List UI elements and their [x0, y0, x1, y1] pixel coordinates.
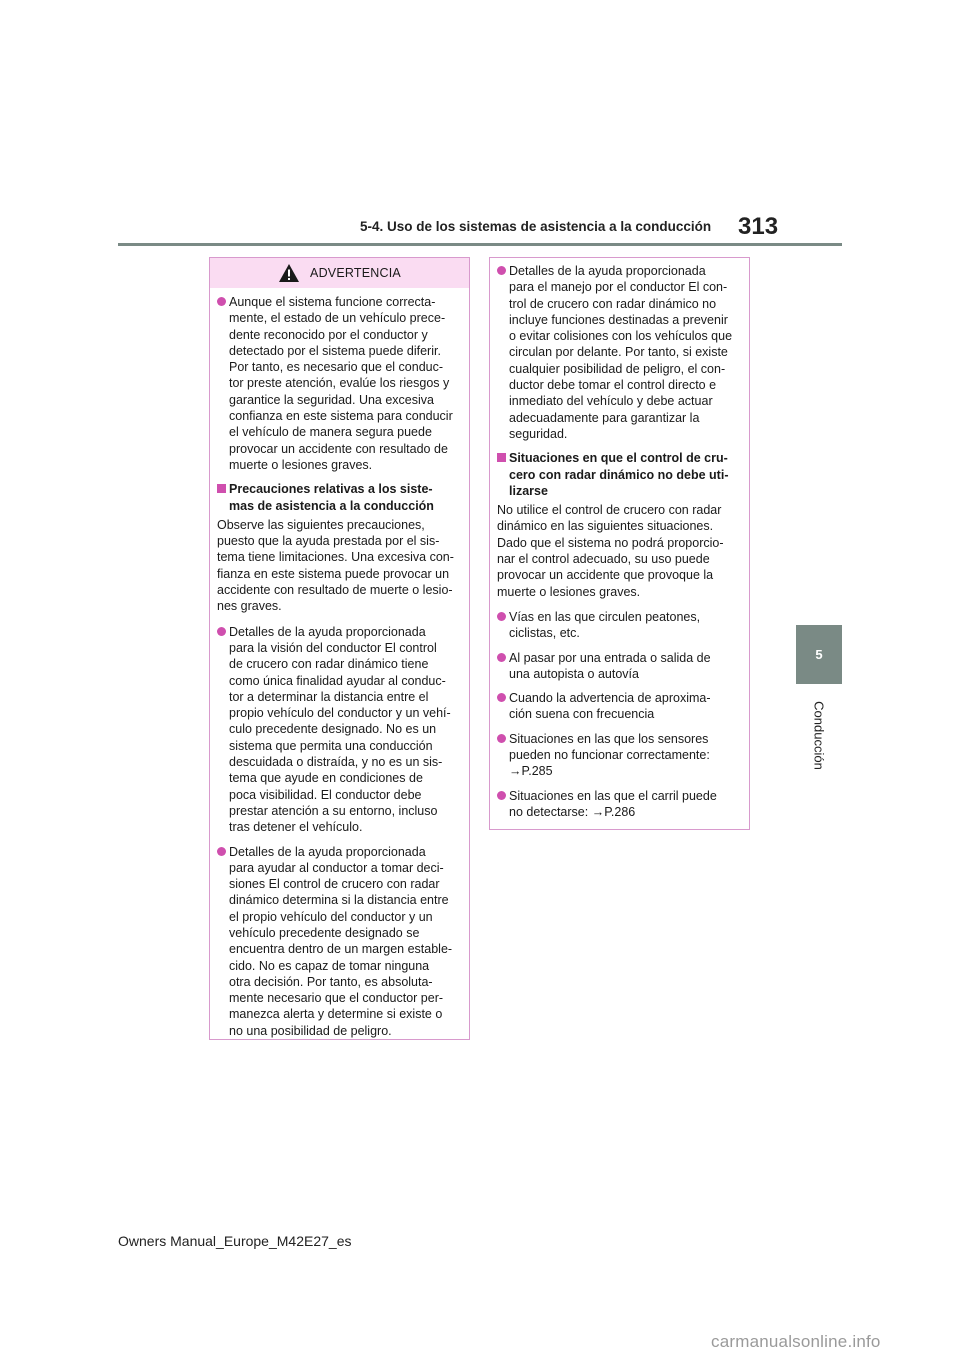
bullet-text: Detalles de la ayuda proporcionada para el manejo por el conductor El con- trol de crucero con radar dinámico no incluye funciones destinadas a prevenir o evitar colisiones con los vehículos que circulan por delante. Por tanto, si existe cualquier posibilidad de peligro, el con- ductor debe tomar el control directo e inmediato del vehículo y debe actuar adecuadamente para garantizar la seguridad. [509, 264, 733, 441]
subsection-heading [217, 481, 462, 514]
bullet-icon [217, 297, 226, 306]
bullet-icon [497, 734, 506, 743]
document-id: Owners Manual_Europe_M42E27_es [118, 1233, 352, 1249]
bullet-text: Detalles de la ayuda proporcionada para ayudar al conductor a tomar deci- siones El control de crucero con radar dinámico determina si la distancia entre el propio vehículo del conductor y un vehículo precedente designado se encuentra dentro de un margen estable- cido. No es capaz de tomar ninguna otra decisión. Por tanto, es absoluta- mente necesario que el conductor per- manezca alerta y determine si existe o no una posibilidad de peligro. [229, 844, 453, 1038]
bullet-icon [497, 693, 506, 702]
subsection-heading-text: Precauciones relativas a los siste- mas de asistencia a la conducción [229, 482, 434, 513]
list-item [497, 788, 742, 821]
warning-header [210, 258, 469, 288]
square-bullet-icon [217, 484, 226, 493]
chapter-tab[interactable] [796, 625, 842, 684]
list-item [497, 731, 742, 780]
header-divider [118, 243, 842, 246]
page-number: 313 [738, 213, 779, 240]
list-item [217, 624, 462, 836]
bullet-icon [497, 266, 506, 275]
bullet-text: Detalles de la ayuda proporcionada para la visión del conductor El control de crucero con radar dinámico tiene como única finalidad ayudar al conduc- tor a determinar la distancia entre el propio vehículo del conductor y un vehí- culo precedente designado. No es un sistema que permita una conducción descuidada o distraída, y no es un sis- tema que ayude en condiciones de poca visibilidad. El conductor debe prestar atención a su entorno, incluso tras detener el vehículo. [229, 624, 451, 835]
bullet-icon [497, 612, 506, 621]
warning-triangle-icon [278, 263, 300, 283]
list-item [497, 690, 742, 723]
paragraph: No utilice el control de crucero con radar dinámico en las siguientes situaciones. Dado que el sistema no podrá proporcio- nar el control adecuado, su uso puede provocar un accidente que provoque la muerte o lesiones graves. [497, 503, 724, 599]
bullet-icon [217, 847, 226, 856]
list-item [497, 609, 742, 642]
square-bullet-icon [497, 453, 506, 462]
subsection-heading-text: Situaciones en que el control de cru- cero con radar dinámico no debe uti- lizarse [509, 451, 729, 498]
section-title: 5-4. Uso de los sistemas de asistencia a la conducción [360, 219, 712, 234]
list-item [497, 650, 742, 683]
bullet-icon [217, 627, 226, 636]
warning-label: ADVERTENCIA [310, 266, 401, 280]
subsection-heading [497, 450, 742, 499]
bullet-icon [497, 653, 506, 662]
warning-box-right [489, 257, 750, 830]
bullet-text: Aunque el sistema funcione correcta- mente, el estado de un vehículo prece- dente reconocido por el conductor y detectado por el sistema puede diferir. Por tanto, es necesario que el conduc- tor preste atención, evalúe los riesgos y garantice la seguridad. Una excesiva confianza en este sistema para conducir el vehículo de manera segura puede provocar un accidente con resultado de muerte o lesiones graves. [229, 295, 453, 472]
bullet-text: Al pasar por una entrada o salida de una autopista o autovía [509, 650, 711, 681]
bullet-text: Cuando la advertencia de aproxima- ción suena con frecuencia [509, 691, 711, 722]
chapter-number: 5 [815, 647, 823, 662]
list-item [217, 844, 462, 1040]
bullet-icon [497, 791, 506, 800]
list-item [217, 294, 462, 473]
list-item [497, 263, 742, 442]
page-reference-285[interactable]: Situaciones en las que los sensores pueden no funcionar correctamente: →P.285 [509, 731, 710, 779]
warning-box-left [209, 257, 470, 1040]
page-reference-286[interactable]: Situaciones en las que el carril puede no detectarse: →P.286 [509, 788, 717, 819]
bullet-text: Vías en las que circulen peatones, ciclistas, etc. [509, 609, 701, 641]
paragraph: Observe las siguientes precauciones, puesto que la ayuda prestada por el sis- tema tiene limitaciones. Una excesiva con- fianza en este sistema puede provocar un accidente con resultado de muerte o lesio- nes graves. [217, 517, 454, 614]
chapter-title: Conducción [811, 701, 827, 770]
watermark: carmanualsonline.info [711, 1332, 881, 1351]
